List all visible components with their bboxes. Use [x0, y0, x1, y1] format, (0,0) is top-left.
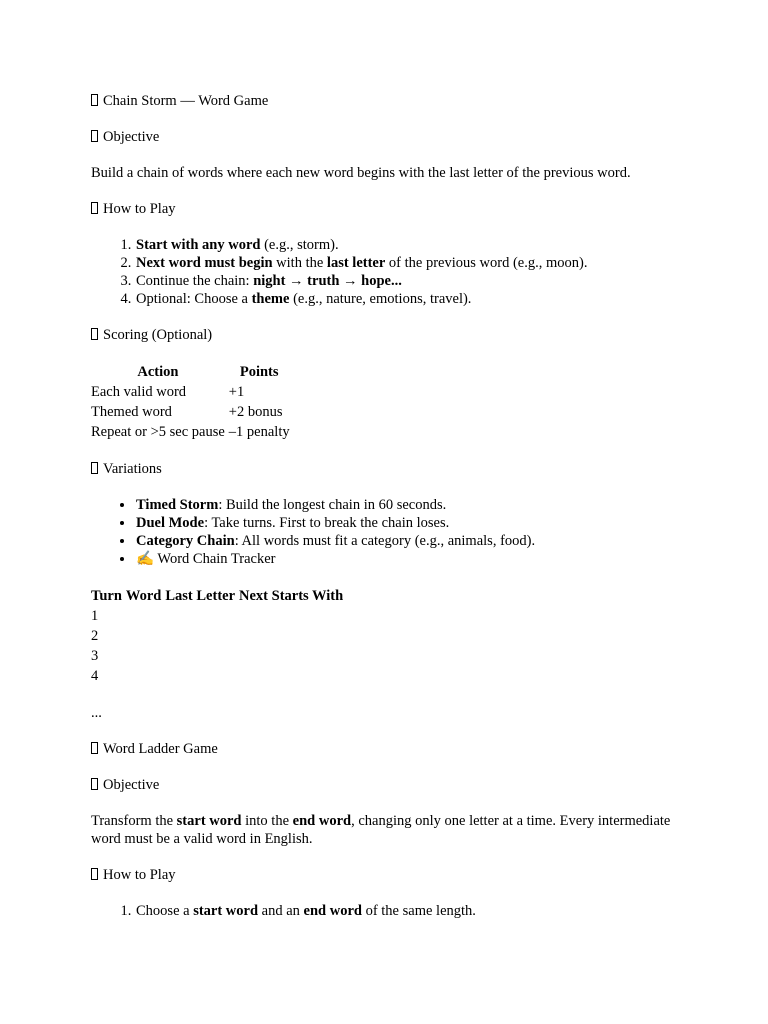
column-header: Turn — [91, 587, 122, 604]
table-cell: Themed word — [91, 403, 172, 420]
game2-title: Word Ladder Game — [91, 740, 691, 758]
game2-howto-heading: How to Play — [91, 866, 691, 884]
word-chain-tracker-table — [89, 586, 345, 686]
list-item: • Duel Mode: Take turns. First to break the chain loses. — [135, 514, 691, 532]
document-page — [91, 92, 691, 938]
table-cell: 3 — [91, 647, 99, 664]
missing-glyph-icon — [91, 202, 98, 214]
missing-glyph-icon — [91, 868, 98, 880]
missing-glyph-icon — [91, 328, 98, 340]
missing-glyph-icon — [91, 94, 98, 106]
column-header: Action — [137, 363, 179, 380]
ellipsis-text: ... — [91, 705, 102, 721]
column-header: Next Starts With — [239, 587, 344, 604]
table-header-row — [89, 362, 292, 382]
missing-glyph-icon — [91, 130, 98, 142]
game1-scoring-heading: Scoring (Optional) — [91, 326, 691, 344]
game1-steps-list — [91, 236, 691, 308]
scoring-table — [89, 362, 292, 442]
column-header: Last Letter — [165, 587, 236, 604]
game1-title: Chain Storm — Word Game — [91, 92, 691, 110]
list-item: • Category Chain: All words must fit a category (e.g., animals, food). — [135, 532, 691, 550]
table-cell: Repeat or >5 sec pause — [91, 423, 225, 440]
table-row — [89, 666, 345, 686]
table-cell: Each valid word — [91, 383, 187, 400]
missing-glyph-icon — [91, 778, 98, 790]
table-row — [89, 402, 292, 422]
missing-glyph-icon — [91, 742, 98, 754]
table-cell: 1 — [91, 607, 99, 624]
table-row — [89, 646, 345, 666]
list-item: 2. Next word must begin with the last letter of the previous word (e.g., moon). — [135, 254, 691, 272]
table-cell: –1 penalty — [228, 423, 290, 440]
table-row — [89, 626, 345, 646]
game1-objective-text: Build a chain of words where each new word begins with the last letter of the previous word. — [91, 165, 631, 181]
game1-howto-heading: How to Play — [91, 200, 691, 218]
list-item: 3. Continue the chain: night → truth → hope... — [135, 272, 691, 290]
game2-objective-text: Transform the start word into the end word, changing only one letter at a time. Every intermediate word must be a valid word in English. — [91, 813, 671, 847]
variations-list — [91, 496, 691, 568]
list-item: 1. Choose a start word and an end word of the same length. — [135, 902, 691, 920]
game1-objective-heading: Objective — [91, 128, 691, 146]
table-header-row — [89, 586, 345, 606]
table-row — [89, 606, 345, 626]
table-row — [89, 422, 292, 442]
table-row — [89, 382, 292, 402]
list-item: • ✍ Word Chain Tracker — [135, 550, 691, 568]
list-item: • Timed Storm: Build the longest chain in 60 seconds. — [135, 496, 691, 514]
game1-variations-heading: Variations — [91, 460, 691, 478]
table-cell: +2 bonus — [228, 403, 283, 420]
list-item: 1. Start with any word (e.g., storm). — [135, 236, 691, 254]
column-header: Word — [125, 587, 162, 604]
table-cell: +1 — [228, 383, 245, 400]
table-cell: 2 — [91, 627, 99, 644]
game2-objective-heading: Objective — [91, 776, 691, 794]
list-item: 4. Optional: Choose a theme (e.g., nature, emotions, travel). — [135, 290, 691, 308]
column-header: Points — [239, 363, 279, 380]
table-cell: 4 — [91, 667, 99, 684]
game2-steps-list — [91, 902, 691, 920]
missing-glyph-icon — [91, 462, 98, 474]
